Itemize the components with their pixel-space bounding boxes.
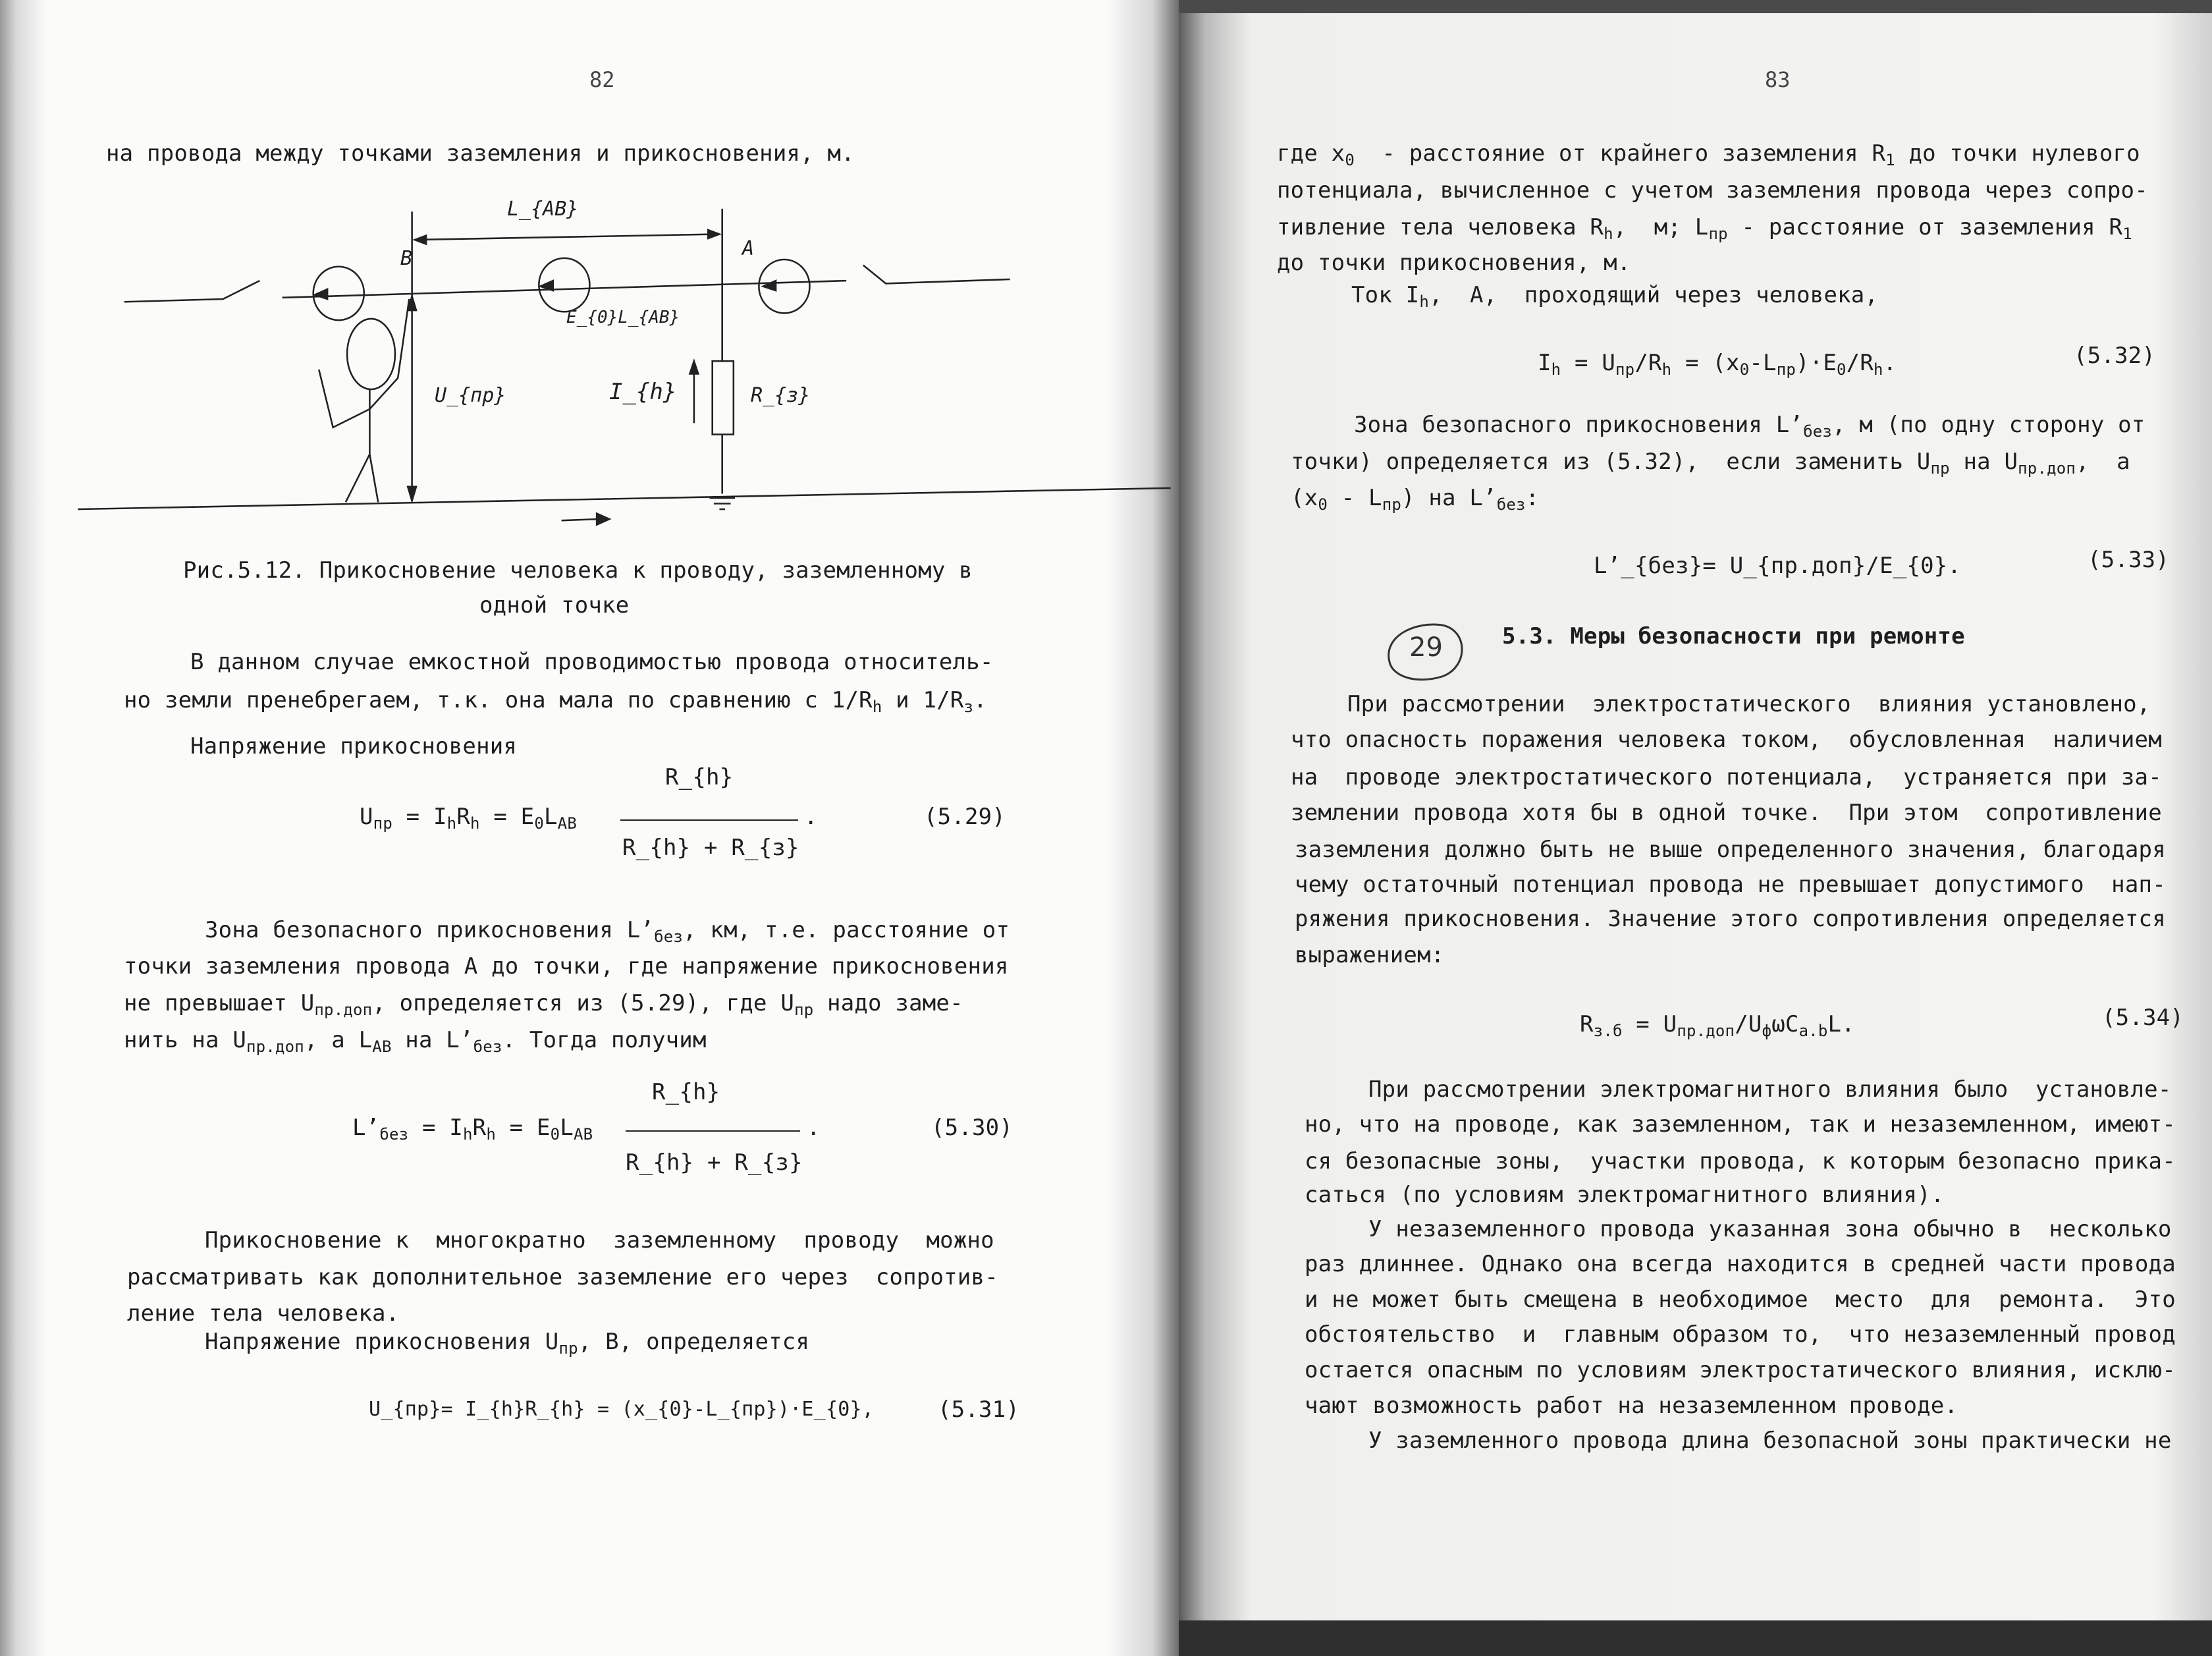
subscript: без bbox=[473, 1037, 502, 1056]
book-edge-shadow bbox=[1179, 1620, 2212, 1656]
subscript: з.б bbox=[1593, 1022, 1623, 1040]
subscript: h bbox=[1604, 225, 1613, 243]
text-line: Зона безопасного прикосновения $L’_{без}$, м (по одну сторону от bbox=[1354, 412, 2145, 441]
subscript: пр.доп bbox=[1677, 1022, 1735, 1040]
subscript: 0 bbox=[1837, 360, 1847, 379]
text-line: обстоятельство и главным образом то, что незаземленный провод bbox=[1305, 1321, 2176, 1348]
subscript: h bbox=[446, 814, 457, 833]
text-line: ряжения прикосновения. Значение этого сопротивления определяется bbox=[1295, 906, 2166, 932]
text-line: саться (по условиям электромагнитного влияния). bbox=[1305, 1182, 1945, 1208]
equation-number: (5.34) bbox=[2102, 1005, 2184, 1031]
equation-numerator: R_{h} bbox=[652, 1079, 720, 1105]
subscript: h bbox=[1874, 360, 1883, 379]
figure-label-distance: L_{AB} bbox=[507, 198, 579, 221]
text-line: потенциала, вычисленное с учетом заземления провода через сопро- bbox=[1277, 177, 2148, 204]
subscript: h bbox=[1661, 360, 1672, 379]
text-line: землении провода хотя бы в одной точке. При этом сопротивление bbox=[1291, 800, 2162, 826]
subscript: h bbox=[486, 1125, 496, 1144]
section-heading: 5.3. Меры безопасности при ремонте bbox=[1502, 623, 1965, 649]
subscript: AB bbox=[557, 814, 577, 833]
equation-5-29: $U_{пр} = I_hR_h = E_0L_{AB}$ bbox=[360, 804, 577, 833]
subscript: AB bbox=[573, 1125, 593, 1144]
text-line: до точки прикосновения, м. bbox=[1277, 250, 1631, 276]
text-line: нить на $U_{пр.доп}$, а $L_{AB}$ на $L’_{без}$. Тогда получим bbox=[124, 1027, 707, 1056]
subscript: без bbox=[1803, 422, 1833, 441]
subscript: без bbox=[379, 1125, 409, 1144]
text-line: Напряжение прикосновения bbox=[190, 733, 518, 759]
text-line: Прикосновение к многократно заземленному проводу можно bbox=[205, 1227, 994, 1254]
text-line: Напряжение прикосновения $U_{пр}$, В, определяется bbox=[205, 1329, 810, 1358]
text-line: но, что на проводе, как заземленном, так и незаземленном, имеют- bbox=[1305, 1111, 2176, 1138]
text-line: При рассмотрении электромагнитного влияния было установле- bbox=[1368, 1076, 2172, 1103]
subscript: з bbox=[963, 698, 974, 716]
text-line: точки заземления провода A до точки, где напряжение прикосновения bbox=[124, 953, 1009, 980]
subscript: ф bbox=[1762, 1022, 1772, 1040]
text-line: не превышает $U_{пр.доп}$, определяется из (5.29), где $U_{пр}$ надо заме- bbox=[124, 990, 963, 1019]
subscript: h bbox=[1419, 292, 1430, 311]
fraction-bar bbox=[626, 1130, 800, 1132]
handwritten-mark: 29 bbox=[1409, 632, 1443, 663]
figure-label-point-b: B bbox=[400, 247, 413, 270]
text-line: на провода между точками заземления и прикосновения, м. bbox=[106, 140, 855, 167]
subscript: 0 bbox=[1345, 151, 1355, 169]
figure-label-voltage: U_{пр} bbox=[435, 384, 506, 407]
equation-punct: . bbox=[804, 804, 818, 830]
ground-line bbox=[78, 488, 1171, 525]
wire bbox=[124, 265, 1010, 302]
subscript: пр bbox=[558, 1339, 578, 1358]
page-number: 83 bbox=[1765, 67, 1791, 92]
subscript: 1 bbox=[2122, 225, 2132, 243]
current-arrow-icon bbox=[689, 361, 698, 423]
subscript: пр bbox=[1382, 495, 1401, 514]
page-number: 82 bbox=[589, 67, 615, 92]
subscript: h bbox=[470, 814, 480, 833]
equation-number: (5.33) bbox=[2088, 547, 2170, 573]
text-line: У незаземленного провода указанная зона обычно в несколько bbox=[1368, 1216, 2172, 1242]
text-line: на проводе электростатического потенциала, устраняется при за- bbox=[1291, 764, 2162, 790]
text-line: выражением: bbox=[1295, 942, 1445, 968]
subscript: пр bbox=[373, 814, 392, 833]
text-line: В данном случае емкостной проводимостью провода относитель- bbox=[190, 649, 994, 675]
equation-numerator: R_{h} bbox=[665, 764, 734, 790]
subscript: пр.доп bbox=[2018, 459, 2076, 478]
person-icon bbox=[319, 299, 409, 502]
subscript: 1 bbox=[1885, 151, 1895, 169]
subscript: пр.доп bbox=[314, 1001, 373, 1019]
figure-label-resistance: R_{з} bbox=[751, 384, 811, 407]
subscript: 0 bbox=[550, 1125, 560, 1144]
text-line: раз длиннее. Однако она всегда находится в средней части провода bbox=[1305, 1251, 2176, 1277]
equation-number: (5.31) bbox=[938, 1396, 1020, 1423]
subscript: пр bbox=[1930, 459, 1950, 478]
equation-number: (5.30) bbox=[931, 1115, 1013, 1141]
subscript: h bbox=[462, 1125, 473, 1144]
text-line: тивление тела человека $R_h$, м; $L_{пр}$ - расстояние от заземления $R_1$ bbox=[1277, 214, 2132, 243]
text-line: остается опасным по условиям электростатического влияния, исклю- bbox=[1305, 1357, 2176, 1383]
subscript: пр.доп bbox=[246, 1037, 304, 1056]
subscript: пр bbox=[1776, 360, 1796, 379]
grounding-resistor-icon bbox=[709, 361, 735, 509]
subscript: без bbox=[654, 927, 684, 946]
equation-5-30: $L’_{без} = I_hR_h = E_0L_{AB}$ bbox=[352, 1115, 593, 1144]
figure-label-current: I_{h} bbox=[609, 379, 677, 405]
subscript: пр bbox=[1708, 225, 1728, 243]
text-line: У заземленного провода длина безопасной зоны практически не bbox=[1368, 1427, 2172, 1454]
equation-number: (5.29) bbox=[924, 804, 1006, 830]
equation-5-33: L’_{без}= U_{пр.доп}/E_{0}. bbox=[1594, 553, 1962, 579]
text-line: чему остаточный потенциал провода не превышает допустимого нап- bbox=[1295, 871, 2166, 898]
equation-5-34: $R_{з.б} = U_{пр.доп}/U_ф\omega C_{а.b}L$. bbox=[1580, 1011, 1855, 1040]
subscript: 0 bbox=[1318, 495, 1328, 514]
text-line: но земли пренебрегаем, т.к. она мала по сравнению с $1/R_h$ и $1/R_з$. bbox=[124, 687, 987, 716]
text-line: ся безопасные зоны, участки провода, к которым безопасно прика- bbox=[1305, 1148, 2176, 1174]
fraction-bar bbox=[620, 819, 798, 821]
text-line: ление тела человека. bbox=[127, 1300, 400, 1327]
text-line: заземления должно быть не выше определенного значения, благодаря bbox=[1295, 837, 2166, 863]
text-line: При рассмотрении электростатического влияния установлено, bbox=[1347, 691, 2151, 717]
dimension-lab bbox=[408, 209, 722, 501]
equation-number: (5.32) bbox=[2074, 343, 2156, 369]
figure-label-emf: E_{0}L_{AB} bbox=[566, 308, 680, 327]
subscript: 0 bbox=[534, 814, 544, 833]
text-line: Ток $I_h$, А, проходящий через человека, bbox=[1351, 282, 1879, 311]
equation-5-31: U_{пр}= I_{h}R_{h} = (x_{0}-L_{пр})·E_{0}, bbox=[369, 1398, 874, 1421]
equation-denominator: R_{h} + R_{з} bbox=[626, 1149, 803, 1176]
subscript: а.b bbox=[1798, 1022, 1828, 1040]
subscript: пр bbox=[794, 1001, 814, 1019]
figure-caption: одной точке bbox=[479, 592, 630, 619]
equation-5-32: $I_h = U_{пр}/R_h = (x_0-L_{пр})\cdot E_0/R_h$. bbox=[1538, 350, 1897, 379]
subscript: пр bbox=[1615, 360, 1635, 379]
text-line: $(x_0 - L_{пр})$ на $L’_{без}$: bbox=[1291, 485, 1540, 514]
figure-caption: Рис.5.12. Прикосновение человека к проводу, заземленному в bbox=[183, 557, 973, 584]
equation-punct: . bbox=[807, 1115, 821, 1141]
text-line: точки) определяется из (5.32), если заменить $U_{пр}$ на $U_{пр.доп}$, а bbox=[1291, 449, 2130, 478]
text-line: чают возможность работ на незаземленном проводе. bbox=[1305, 1393, 1958, 1419]
subscript: h bbox=[872, 698, 882, 716]
subscript: 0 bbox=[1739, 360, 1750, 379]
text-line: где $x_0$ - расстояние от крайнего заземления $R_1$ до точки нулевого bbox=[1277, 140, 2140, 169]
subscript: h bbox=[1551, 360, 1561, 379]
figure-label-point-a: A bbox=[742, 237, 755, 260]
text-line: рассматривать как дополнительное заземление его через сопротив- bbox=[127, 1264, 998, 1290]
text-line: и не может быть смещена в необходимое место для ремонта. Это bbox=[1305, 1286, 2176, 1313]
subscript: AB bbox=[372, 1037, 392, 1056]
subscript: без bbox=[1496, 495, 1526, 514]
equation-denominator: R_{h} + R_{з} bbox=[622, 835, 799, 861]
text-line: Зона безопасного прикосновения $L’_{без}$, км, т.е. расстояние от bbox=[205, 917, 1010, 946]
text-line: что опасность поражения человека током, обусловленная наличием bbox=[1291, 727, 2162, 753]
